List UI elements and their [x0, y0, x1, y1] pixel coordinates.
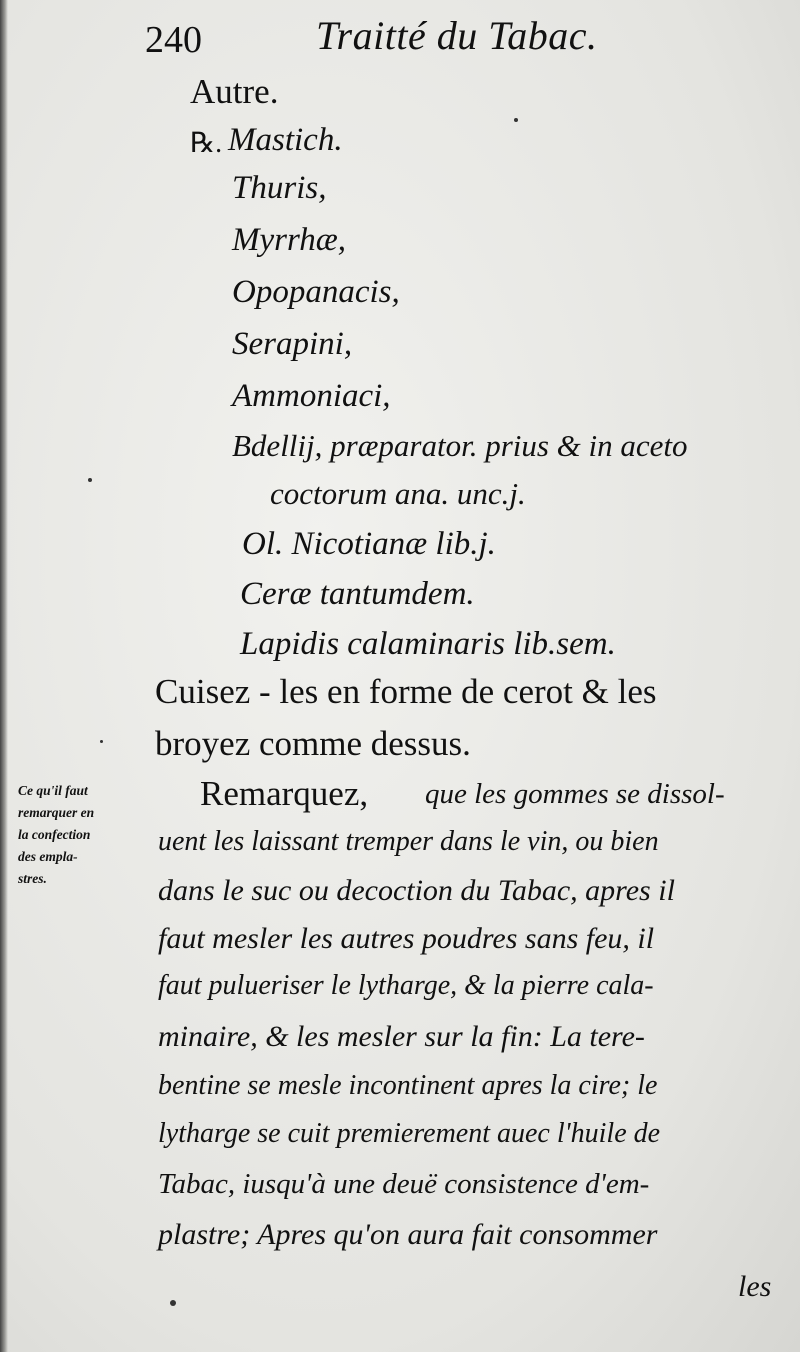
recipe-ingredient: Mastich. — [228, 122, 343, 158]
recipe-ingredient: Lapidis calaminaris lib.sem. — [240, 626, 616, 662]
margin-note-line: remarquer en — [18, 805, 95, 820]
remark-line: lytharge se cuit premierement auec l'huile de — [158, 1118, 661, 1149]
remark-line: uent les laissant tremper dans le vin, ou bien — [158, 826, 659, 857]
recipe-ingredient: Ammoniaci, — [232, 378, 391, 414]
remark-line: dans le suc ou decoction du Tabac, apres il — [158, 874, 675, 907]
recipe-ingredient: Myrrhæ, — [232, 222, 346, 258]
recipe-ingredient: Ol. Nicotianæ lib.j. — [242, 526, 496, 562]
recipe-ingredient: Ceræ tantumdem. — [240, 576, 475, 612]
catchword: les — [738, 1270, 772, 1303]
recipe-ingredient: Thuris, — [232, 170, 327, 206]
margin-note-line: stres. — [18, 871, 47, 886]
remark-line: bentine se mesle incontinent apres la cire; le — [158, 1070, 658, 1101]
margin-note-line: Ce qu'il faut — [18, 783, 88, 798]
remark-line: plastre; Apres qu'on aura fait consommer — [158, 1218, 658, 1251]
remark-line: faut pulueriser le lytharge, & la pierre cala- — [158, 970, 654, 1001]
running-title: Traitté du Tabac. — [316, 13, 598, 58]
margin-note-line: des empla- — [18, 849, 78, 864]
remark-lead: Remarquez, — [200, 774, 369, 813]
ink-speck — [170, 1300, 176, 1306]
remark-line: Tabac, iusqu'à une deuë consistence d'em- — [158, 1168, 650, 1200]
remark-line: que les gommes se dissol- — [425, 778, 725, 810]
margin-note-line: la confection — [18, 827, 91, 842]
margin-note — [18, 780, 153, 890]
instruction-line: Cuisez - les en forme de cerot & les — [155, 672, 657, 711]
recipe-ingredient: Serapini, — [232, 326, 353, 362]
recipe-ingredient: Opopanacis, — [232, 274, 400, 310]
page-number: 240 — [145, 19, 202, 61]
remark-line: minaire, & les mesler sur la fin: La tere- — [158, 1020, 645, 1053]
ink-speck — [100, 740, 103, 743]
page-header — [0, 8, 800, 68]
recipe-ingredient-continued: coctorum ana. unc.j. — [270, 476, 526, 511]
section-heading: Autre. — [190, 72, 279, 111]
remark-line: faut mesler les autres poudres sans feu, il — [158, 922, 655, 955]
ink-speck — [514, 118, 518, 122]
instruction-line: broyez comme dessus. — [155, 724, 471, 763]
recipe-symbol: ℞. — [190, 128, 223, 159]
recipe-ingredient: Bdellij, præparator. prius & in aceto — [232, 428, 688, 463]
page-edge-shadow — [0, 0, 8, 1352]
ink-speck — [88, 478, 92, 482]
